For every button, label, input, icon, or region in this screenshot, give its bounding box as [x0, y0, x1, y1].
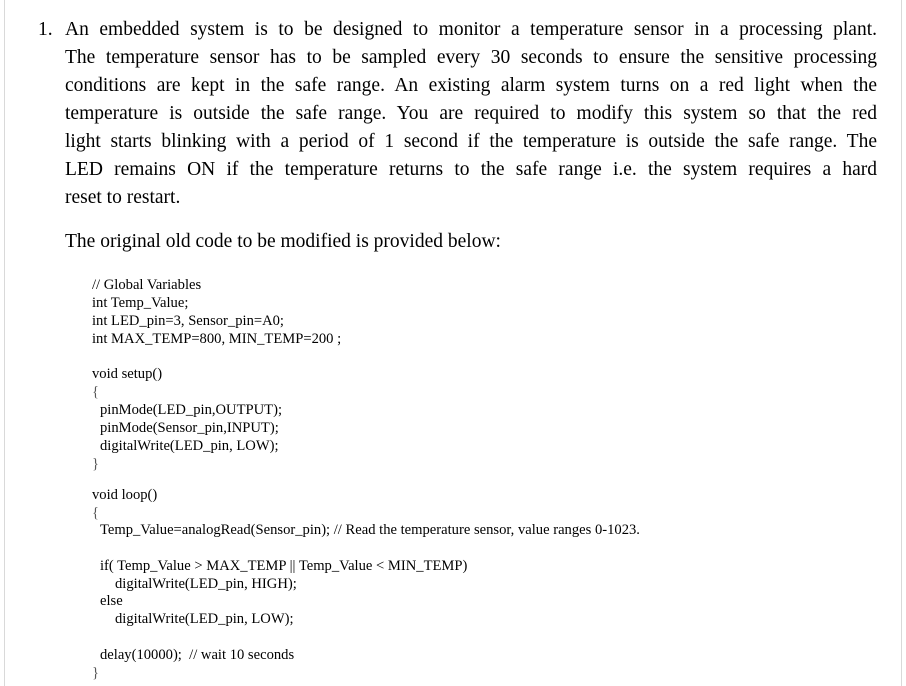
code-loop-write-high: digitalWrite(LED_pin, HIGH); — [115, 576, 297, 592]
code-setup-open-brace: { — [92, 384, 100, 400]
code-loop-write-low: digitalWrite(LED_pin, LOW); — [115, 611, 294, 627]
code-setup-signature: void setup() — [92, 366, 163, 382]
code-loop-delay: delay(10000); // wait 10 seconds — [100, 647, 295, 663]
question-line: light starts blinking with a period of 1 second if the temperature is outside the safe range. The — [65, 131, 877, 152]
question-paragraph — [65, 16, 877, 212]
code-loop-read-sensor: Temp_Value=analogRead(Sensor_pin); // Read the temperature sensor, value ranges 0-1023. — [100, 522, 640, 538]
code-decl-temp: int Temp_Value; — [92, 295, 189, 311]
question-number: 1. — [38, 19, 53, 40]
question-line: reset to restart. — [65, 187, 181, 208]
question-line: The temperature sensor has to be sampled every 30 seconds to ensure the sensitive processing — [65, 47, 877, 68]
code-setup-pinmode-led: pinMode(LED_pin,OUTPUT); — [100, 402, 282, 418]
code-intro: The original old code to be modified is provided below: — [65, 231, 501, 252]
code-setup-write-low: digitalWrite(LED_pin, LOW); — [100, 438, 279, 454]
question-line: conditions are kept in the safe range. An existing alarm system turns on a red light when the — [65, 75, 877, 96]
code-loop-signature: void loop() — [92, 487, 158, 503]
code-loop-if: if( Temp_Value > MAX_TEMP || Temp_Value < MIN_TEMP) — [100, 558, 468, 574]
code-comment-globals: // Global Variables — [92, 277, 202, 293]
code-loop-close-brace: } — [92, 665, 100, 681]
code-loop-open-brace: { — [92, 505, 100, 521]
code-setup-close-brace: } — [92, 456, 100, 472]
code-loop-else: else — [100, 593, 123, 609]
code-decl-pins: int LED_pin=3, Sensor_pin=A0; — [92, 313, 284, 329]
question-line: temperature is outside the safe range. You are required to modify this system so that the red — [65, 103, 877, 124]
code-decl-limits: int MAX_TEMP=800, MIN_TEMP=200 ; — [92, 331, 342, 347]
question-line: LED remains ON if the temperature returns to the safe range i.e. the system requires a hard — [65, 159, 877, 180]
code-setup-pinmode-sensor: pinMode(Sensor_pin,INPUT); — [100, 420, 279, 436]
question-line: An embedded system is to be designed to monitor a temperature sensor in a processing plant. — [65, 19, 877, 40]
